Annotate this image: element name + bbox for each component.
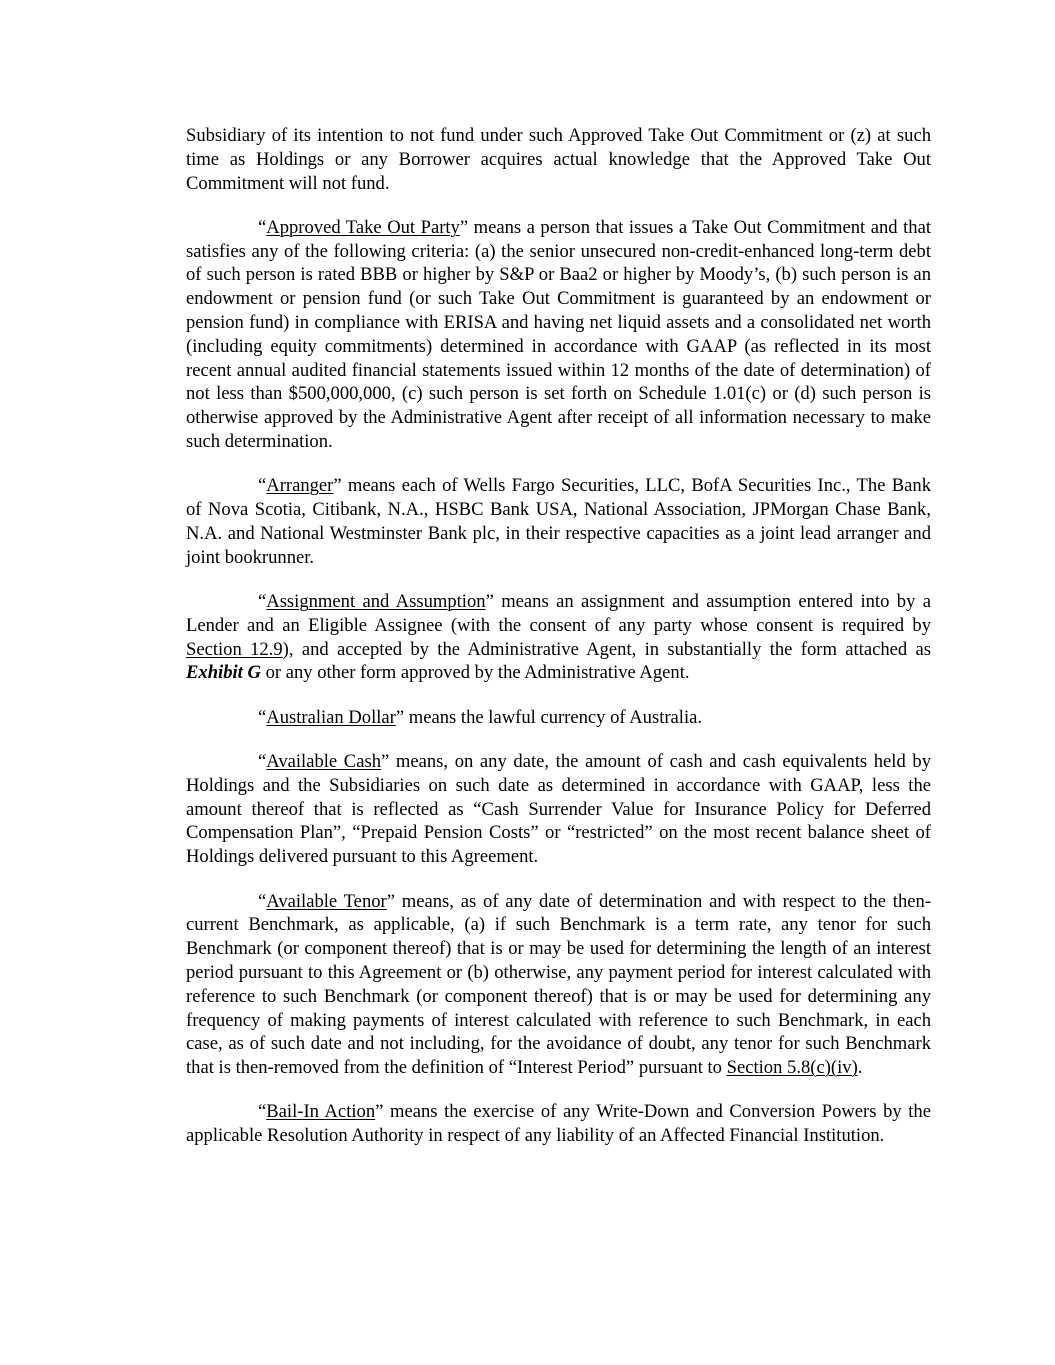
definition-assignment-and-assumption: [186, 590, 931, 685]
open-quote: “: [258, 751, 267, 773]
defined-term: Assignment and Assumption: [266, 591, 486, 613]
definition-australian-dollar: [186, 706, 931, 730]
definition-text: ), and accepted by the Administrative Agent, in substantially the form attached as: [282, 638, 932, 660]
open-quote: “: [258, 475, 267, 497]
document-page: [186, 124, 931, 1168]
section-reference: Section 12.9: [186, 638, 283, 660]
definition-text: ” means a person that issues a Take Out Commitment and that satisfies any of the following criteria: (a) the senior unsecured non-credit-enhanced long-term debt of such person is rated BBB or higher by S&P or Baa2 or higher by Moody’s, (b) such person is an endowment or pension fund (or such Take Out Commitment is guaranteed by an endowment or pension fund) in compliance with ERISA and having net liquid assets and a consolidated net worth (including equity commitments) determined in accordance with GAAP (as reflected in its most recent annual audited financial statements issued within 12 months of the date of determination) of not less than $500,000,000, (c) such person is set forth on Schedule 1.01(c) or (d) such person is otherwise approved by the Administrative Agent after receipt of all information necessary to make such determination.: [186, 216, 931, 453]
definition-bail-in-action: [186, 1100, 931, 1148]
definition-available-cash: [186, 750, 931, 869]
definition-text: ” means each of Wells Fargo Securities, LLC, BofA Securities Inc., The Bank of Nova Scotia, Citibank, N.A., HSBC Bank USA, National Association, JPMorgan Chase Bank, N.A. and National Westminster Bank plc, in their respective capacities as a joint lead arranger and joint bookrunner.: [186, 475, 931, 568]
defined-term: Australian Dollar: [266, 706, 396, 728]
definition-text: ” means the exercise of any Write-Down and Conversion Powers by the applicable Resolution Authority in respect of any liability of an Affected Financial Institution.: [186, 1101, 931, 1147]
definition-text: or any other form approved by the Administrative Agent.: [260, 662, 690, 684]
defined-term: Approved Take Out Party: [266, 216, 460, 238]
defined-term: Available Tenor: [266, 890, 387, 912]
run-text: Subsidiary of its intention to not fund under such Approved Take Out Commitment or (z) at such time as Holdings or any Borrower acquires actual knowledge that the Approved Take Out Commitment will not fund.: [186, 125, 931, 194]
definition-text: ” means, on any date, the amount of cash and cash equivalents held by Holdings and the Subsidiaries on such date as determined in accordance with GAAP, less the amount thereof that is reflected as “Cash Surrender Value for Insurance Policy for Deferred Compensation Plan”, “Prepaid Pension Costs” or “restricted” on the most recent balance sheet of Holdings delivered pursuant to this Agreement.: [186, 751, 932, 868]
definition-arranger: [186, 474, 931, 569]
paragraph-continuation: [186, 124, 931, 195]
definition-text: ” means the lawful currency of Australia.: [395, 706, 703, 728]
section-reference: Section 5.8(c)(iv): [726, 1057, 858, 1079]
definition-text: ” means an assignment and assumption entered into by a Lender and an Eligible Assignee (with the consent of any party whose consent is required by: [186, 591, 931, 636]
open-quote: “: [258, 706, 267, 728]
defined-term: Available Cash: [266, 751, 381, 773]
open-quote: “: [258, 216, 267, 238]
exhibit-reference: Exhibit G: [186, 662, 261, 684]
open-quote: “: [258, 1101, 267, 1123]
open-quote: “: [258, 890, 267, 912]
open-quote: “: [258, 591, 267, 613]
definition-text: ” means, as of any date of determination and with respect to the then-current Benchmark, as applicable, (a) if such Benchmark is a term rate, any tenor for such Benchmark (or component thereof) that is or may be used for determining the length of an interest period pursuant to this Agreement or (b) otherwise, any payment period for interest calculated with reference to such Benchmark (or component thereof) that is or may be used for determining any frequency of making payments of interest calculated with reference to such Benchmark, in each case, as of such date and not including, for the avoidance of doubt, any tenor for such Benchmark that is then-removed from the definition of “Interest Period” pursuant to: [186, 890, 932, 1079]
definition-available-tenor: [186, 890, 931, 1080]
definition-approved-take-out-party: [186, 216, 931, 454]
definition-text: .: [857, 1057, 863, 1079]
defined-term: Arranger: [266, 475, 334, 497]
defined-term: Bail-In Action: [266, 1101, 376, 1123]
